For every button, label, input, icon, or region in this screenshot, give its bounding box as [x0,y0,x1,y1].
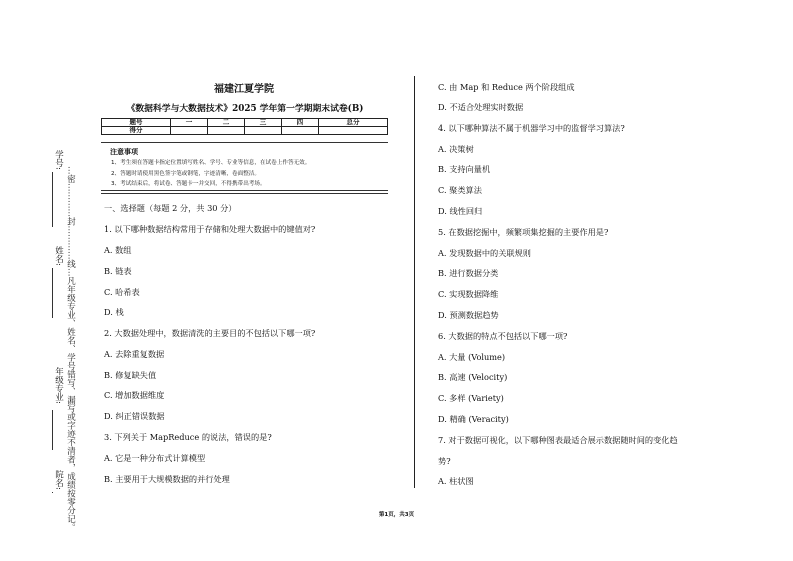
option-line: B. 链表 [104,266,132,276]
option-line: D. 纠正错误数据 [104,411,165,421]
score-cell: 总分 [318,119,387,127]
binding-warning: …密…………封…………线…凡年级专业、姓名、学号错写、漏写或字迹不清者，成绩按零分记。 [65,166,76,532]
score-table [101,118,388,135]
page-number: 第1页，共3页 [378,512,415,518]
score-cell: 题号 [102,119,171,127]
column-divider [414,76,415,488]
exam-title: 《数据科学与大数据技术》2025 学年第一学期期末试卷(B) [126,104,364,114]
question-line: 4. 以下哪种算法不属于机器学习中的监督学习算法? [438,123,625,133]
student-id-underline [52,172,53,227]
score-input-cell[interactable] [244,127,281,135]
option-line: D. 线性回归 [438,206,483,216]
note-item: 2、答题时请使用黑色签字笔或钢笔，字迹清晰，卷面整洁。 [111,171,260,177]
school-name: 福建江夏学院 [214,84,274,95]
option-line: D. 预测数据趋势 [438,310,499,320]
option-line: A. 去除重复数据 [104,349,165,359]
option-line: B. 进行数据分类 [438,268,499,278]
option-line: B. 主要用于大规模数据的并行处理 [104,474,230,484]
option-line: A. 它是一种分布式计算模型 [104,453,206,463]
option-line: C. 聚类算法 [438,185,482,195]
section-heading: 一、选择题（每题 2 分，共 30 分） [104,203,237,213]
college-underline [52,492,53,493]
score-input-cell[interactable] [318,127,387,135]
option-line: B. 修复缺失值 [104,370,157,380]
option-line: A. 大量 (Volume) [438,352,506,362]
notes-top-rule [101,142,388,143]
option-line: C. 实现数据降维 [438,289,499,299]
notes-bottom-rule [101,190,388,191]
option-line: A. 发现数据中的关联规则 [438,248,531,258]
option-line: C. 由 Map 和 Reduce 两个阶段组成 [438,82,575,92]
score-table-score-row [102,127,388,135]
score-cell: 得分 [102,127,171,135]
question-line: 7. 对于数据可视化，以下哪种图表最适合展示数据随时间的变化趋 [438,435,678,445]
question-line: 1. 以下哪种数据结构常用于存储和处理大数据中的键值对? [104,224,316,234]
student-id-label: 学号: [53,150,64,170]
option-line: A. 数组 [104,245,132,255]
option-line: D. 栈 [104,307,124,317]
score-cell: 三 [244,119,281,127]
option-line: C. 增加数据维度 [104,390,165,400]
score-cell: 二 [208,119,245,127]
option-line: D. 精确 (Veracity) [438,414,509,424]
option-line: C. 哈希表 [104,287,140,297]
score-input-cell[interactable] [171,127,208,135]
question-line-continued: 势? [438,456,451,466]
question-line: 3. 下列关于 MapReduce 的说法，错误的是? [104,432,272,442]
score-table-header-row [102,119,388,127]
score-input-cell[interactable] [281,127,318,135]
option-line: B. 支持向量机 [438,164,491,174]
score-cell: 一 [171,119,208,127]
option-line: D. 不适合处理实时数据 [438,102,524,112]
option-line: A. 决策树 [438,144,474,154]
score-input-cell[interactable] [208,127,245,135]
question-line: 2. 大数据处理中，数据清洗的主要目的不包括以下哪一项? [104,328,316,338]
name-underline [52,268,53,318]
option-line: C. 多样 (Variety) [438,393,504,403]
notes-title: 注意事项 [110,148,138,156]
note-item: 3、考试结束后，将试卷、答题卡一并交回，不得携带出考场。 [111,181,266,187]
question-line: 5. 在数据挖掘中，频繁项集挖掘的主要作用是? [438,227,609,237]
option-line: B. 高速 (Velocity) [438,372,508,382]
notes-bottom-rule-2 [101,193,388,194]
college-label: 院名: [53,470,64,490]
note-item: 1、考生须在答题卡指定位置填写姓名、学号、专业等信息，在试卷上作答无效。 [111,160,311,166]
score-cell: 四 [281,119,318,127]
grade-major-label: 年级专业: [53,367,64,404]
option-line: A. 柱状图 [438,476,474,486]
name-label: 姓名: [53,246,64,266]
question-line: 6. 大数据的特点不包括以下哪一项? [438,331,568,341]
grade-major-underline [52,410,53,450]
